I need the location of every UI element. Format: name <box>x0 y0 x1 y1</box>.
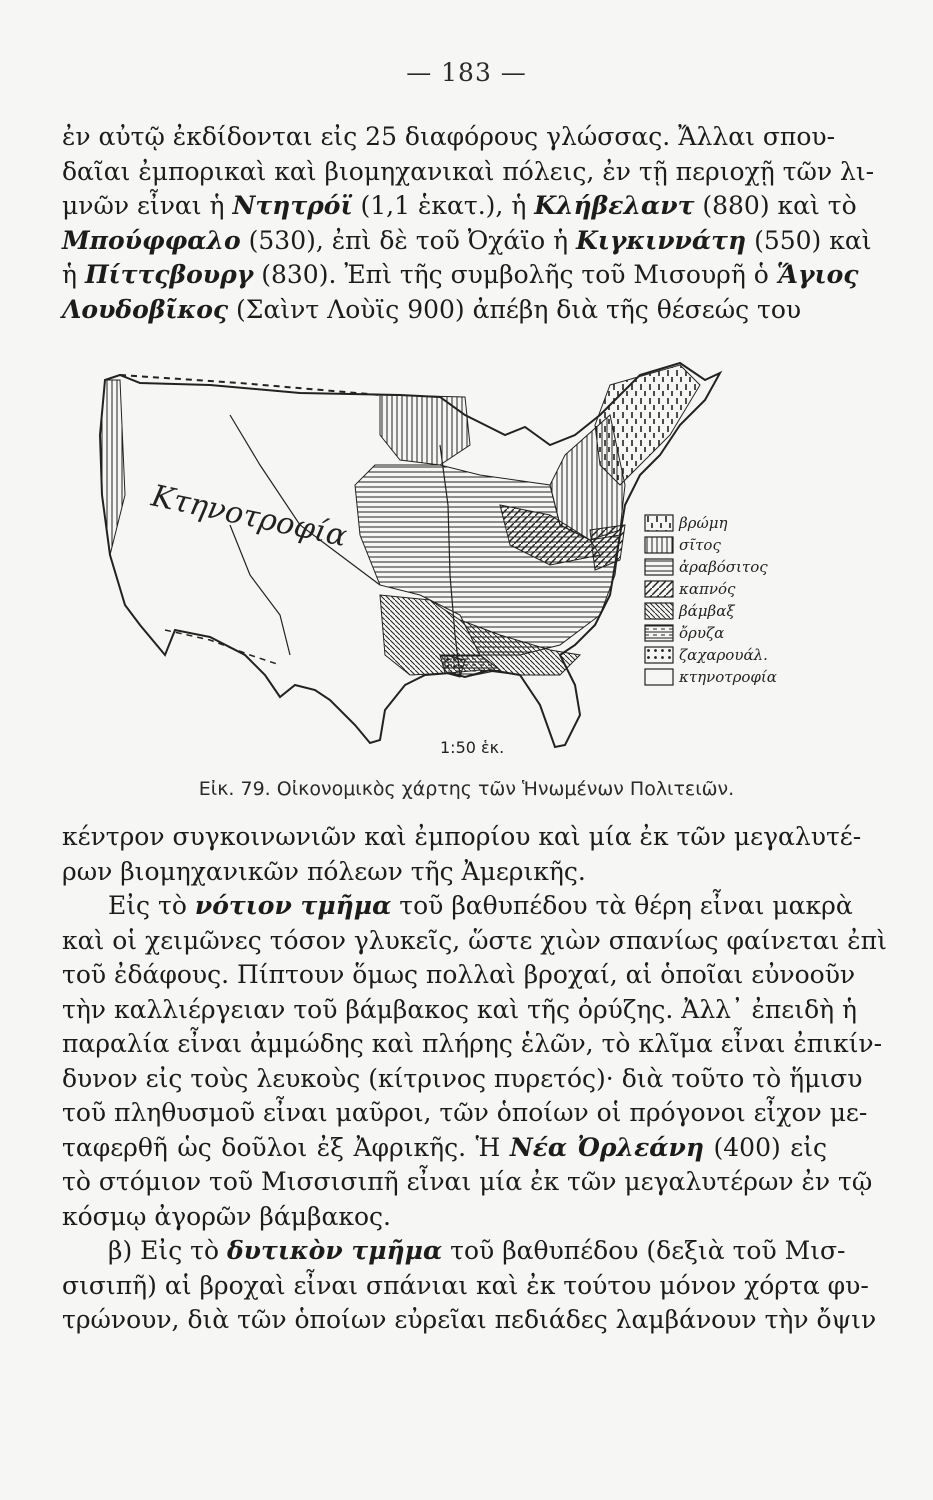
economic-map-figure <box>80 355 840 775</box>
emphasis-text: Ἅγιος <box>776 260 859 289</box>
text-line <box>62 120 836 155</box>
emphasis-text: Νέα Ὀρλεάνη <box>509 1132 705 1162</box>
text-span: τοῦ πληθυσμοῦ εἶναι μαῦροι, τῶν ὁποίων οἱ πρόγονοι εἶχον με- <box>62 1098 868 1127</box>
legend-swatch <box>645 515 673 531</box>
text-line <box>62 1269 869 1304</box>
legend-item-livestock <box>645 668 777 686</box>
text-span: (400) εἰς <box>704 1132 828 1162</box>
emphasis-text: Μπούφφαλο <box>62 225 241 255</box>
text-line <box>62 924 887 959</box>
text-span: κόσμῳ ἀγορῶν βάμβακος. <box>62 1201 391 1231</box>
text-line <box>62 1303 877 1338</box>
emphasis-text: Κλήβελαντ <box>534 191 695 220</box>
emphasis-text: Ντητρόϊ <box>232 191 353 220</box>
text-line <box>62 1200 827 1235</box>
text-line <box>62 993 858 1028</box>
text-line <box>62 1027 883 1062</box>
legend-swatch <box>645 603 673 619</box>
usa-economic-map <box>80 355 840 775</box>
map-legend <box>645 514 777 686</box>
text-line <box>62 189 857 224</box>
text-span: καὶ οἱ χειμῶνες τόσον γλυκεῖς, ὥστε χιὼν σπανίως φαίνεται ἐπὶ <box>62 925 887 955</box>
text-span: δυνον εἰς τοὺς λευκοὺς (κίτρινος πυρετός)· διὰ τοῦτο τὸ ἥμισυ <box>62 1063 863 1093</box>
text-line <box>62 820 862 855</box>
text-span: δαῖαι ἐμπορικαὶ καὶ βιομηχανικαὶ πόλεις, ἐν τῇ περιοχῇ τῶν λι- <box>62 156 875 186</box>
emphasis-text: δυτικὸν τμῆμα <box>226 1236 443 1265</box>
text-line <box>62 889 853 924</box>
river-colorado <box>230 525 290 655</box>
emphasis-text: Λουδοβῖκος <box>62 294 229 324</box>
text-span: (830). Ἐπὶ τῆς συμβολῆς τοῦ Μισουρῆ ὁ <box>253 260 777 289</box>
text-line <box>62 1062 863 1097</box>
map-scale: 1:50 ἑκ. <box>440 738 505 757</box>
legend-item-cotton <box>645 602 735 620</box>
text-span: τοῦ βαθυπέδου τὰ θέρη εἶναι μακρὰ <box>391 891 853 920</box>
text-span: β) Εἰς τὸ <box>108 1236 227 1265</box>
text-span: (880) καὶ τὸ <box>694 191 857 220</box>
figure-caption: Εἰκ. 79. Οἰκονομικὸς χάρτης τῶν Ἡνωμένων Πολιτειῶν. <box>198 778 735 800</box>
legend-label: κτηνοτροφία <box>679 668 777 686</box>
legend-label: καπνός <box>679 580 736 598</box>
page-number: — 183 — <box>406 58 527 87</box>
text-span: σισιπῆ) αἱ βροχαὶ εἶναι σπάνιαι καὶ ἐκ τούτου μόνον χόρτα φυ- <box>62 1270 869 1300</box>
text-span: Εἰς τὸ <box>108 891 195 920</box>
text-span: ρων βιομηχανικῶν πόλεων τῆς Ἀμερικῆς. <box>62 856 586 886</box>
text-line <box>62 958 856 993</box>
text-line <box>62 855 827 890</box>
legend-label: βρώμη <box>679 514 728 532</box>
text-span: κέντρον συγκοινωνιῶν καὶ ἐμπορίου καὶ μία ἐκ τῶν μεγαλυτέ- <box>62 822 862 851</box>
text-line <box>62 293 827 328</box>
text-line <box>62 1131 827 1166</box>
region-tobacco-east <box>590 525 625 570</box>
legend-item-oats <box>645 514 727 532</box>
legend-item-maize <box>645 558 768 576</box>
legend-swatch <box>645 559 673 575</box>
text-line <box>62 1165 873 1200</box>
paragraph-top <box>62 120 875 327</box>
southern-border-dashed <box>165 630 280 665</box>
northern-border-dashed <box>120 375 380 395</box>
emphasis-text: Κιγκιννάτη <box>576 225 747 255</box>
region-wheat-north <box>380 395 470 465</box>
emphasis-text: Πίττςβουργ <box>84 260 254 289</box>
text-line <box>62 224 872 259</box>
text-span: τοῦ ἐδάφους. Πίπτουν ὅμως πολλαὶ βροχαί, αἱ ὁποῖαι εὐνοοῦν <box>62 960 856 989</box>
text-span: τρώνουν, διὰ τῶν ὁποίων εὐρεῖαι πεδιάδες λαμβάνουν τὴν ὄψιν <box>62 1305 877 1334</box>
legend-swatch <box>645 669 673 685</box>
legend-swatch <box>645 581 673 597</box>
text-span: τὸ στόμιον τοῦ Μισσισιπῆ εἶναι μία ἐκ τῶν μεγαλυτέρων ἐν τῷ <box>62 1167 873 1196</box>
text-span: (Σαὶντ Λοὺϊς 900) ἀπέβη διὰ τῆς θέσεώς του <box>228 294 802 324</box>
map-label-ktinotrofia: Κτηνοτροφία <box>148 478 350 555</box>
legend-swatch <box>645 537 673 553</box>
legend-label: ζαχαρουάλ. <box>679 646 768 664</box>
text-span: ἡ <box>62 260 85 289</box>
text-line <box>62 1234 846 1269</box>
legend-swatch <box>645 647 673 663</box>
text-span: (530), ἐπὶ δὲ τοῦ Ὀχάϊο ἡ <box>240 225 577 255</box>
text-line <box>62 258 859 293</box>
legend-label: ὄρυζα <box>679 624 725 642</box>
text-span: παραλία εἶναι ἀμμώδης καὶ πλήρης ἑλῶν, τὸ κλῖμα εἶναι ἐπικίν- <box>62 1029 883 1058</box>
legend-swatch <box>645 625 673 641</box>
legend-item-rice <box>645 624 724 642</box>
text-span: (550) καὶ <box>746 225 872 255</box>
legend-item-wheat <box>645 536 721 554</box>
region-wheat-west <box>100 380 125 555</box>
emphasis-text: νότιον τμῆμα <box>194 891 392 920</box>
legend-label: σῖτος <box>679 536 721 554</box>
legend-label: ἀραβόσιτος <box>679 558 768 576</box>
legend-item-sugar <box>645 646 768 664</box>
legend-item-tobacco <box>645 580 736 598</box>
text-span: ταφερθῆ ὡς δοῦλοι ἐξ Ἀφρικῆς. Ἡ <box>62 1132 510 1162</box>
text-span: μνῶν εἶναι ἡ <box>62 191 233 220</box>
text-span: (1,1 ἑκατ.), ἡ <box>352 191 535 220</box>
text-span: τὴν καλλιέργειαν τοῦ βάμβακος καὶ τῆς ὀρύζης. Ἀλλ᾽ ἐπειδὴ ἡ <box>62 994 858 1024</box>
text-span: τοῦ βαθυπέδου (δεξιὰ τοῦ Μισ- <box>442 1236 846 1265</box>
text-span: ἐν αὐτῷ ἐκδίδονται εἰς 25 διαφόρους γλώσσας. Ἄλλαι σπου- <box>62 122 836 151</box>
text-line <box>62 155 875 190</box>
legend-label: βάμβαξ <box>679 602 735 620</box>
text-line <box>62 1096 868 1131</box>
region-wheat-east <box>550 415 625 540</box>
paragraph-bottom <box>62 820 887 1338</box>
